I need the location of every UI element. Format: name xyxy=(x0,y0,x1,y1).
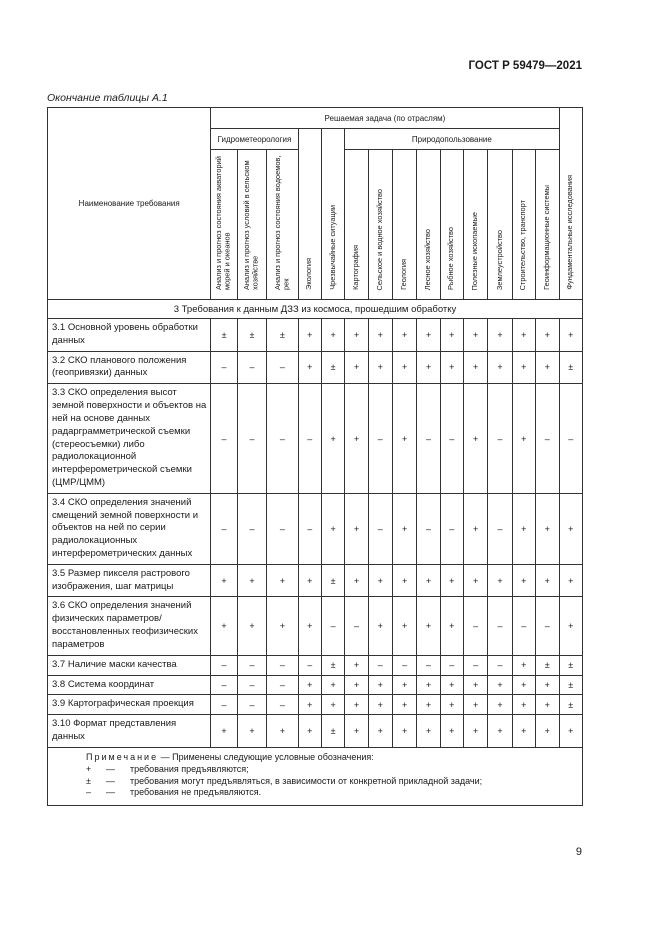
requirement-value: + xyxy=(321,675,344,695)
requirement-value: + xyxy=(440,597,463,655)
requirement-value: – xyxy=(211,675,237,695)
requirement-value: + xyxy=(417,597,440,655)
requirement-value: – xyxy=(368,493,392,564)
table-row xyxy=(48,351,583,384)
requirement-value: + xyxy=(440,319,463,352)
requirement-value: + xyxy=(321,493,344,564)
table-row xyxy=(48,675,583,695)
requirement-value: + xyxy=(440,564,463,597)
table-note xyxy=(48,747,583,806)
note-title: Примечание xyxy=(86,751,159,762)
requirement-value: + xyxy=(440,715,463,748)
requirement-value: + xyxy=(237,597,266,655)
table-row xyxy=(48,597,583,655)
requirement-value: + xyxy=(298,351,321,384)
requirement-value: + xyxy=(512,564,535,597)
requirement-name: 3.9 Картографическая проекция xyxy=(48,695,211,715)
section-title: 3 Требования к данным ДЗЗ из космоса, прошедшим обработку xyxy=(48,300,583,319)
requirement-name: 3.5 Размер пикселя растрового изображения, шаг матрицы xyxy=(48,564,211,597)
requirement-value: + xyxy=(298,715,321,748)
requirement-value: + xyxy=(535,715,559,748)
requirement-value: + xyxy=(392,384,416,494)
requirement-name: 3.7 Наличие маски качества xyxy=(48,655,211,675)
requirement-value: + xyxy=(237,564,266,597)
requirements-table xyxy=(47,107,583,806)
standard-designation: ГОСТ Р 59479—2021 xyxy=(468,60,582,72)
requirement-value: + xyxy=(345,715,368,748)
column-header: Геология xyxy=(392,150,416,300)
column-header: Фундаментальные исследования xyxy=(559,108,583,300)
requirement-value: + xyxy=(368,695,392,715)
requirement-value: – xyxy=(211,695,237,715)
name-header: Наименование требования xyxy=(48,108,211,300)
requirement-value: + xyxy=(417,675,440,695)
requirement-name: 3.1 Основной уровень обработки данных xyxy=(48,319,211,352)
requirement-value: + xyxy=(392,319,416,352)
table-row xyxy=(48,564,583,597)
requirement-value: + xyxy=(417,564,440,597)
column-header: Геоинформационные системы xyxy=(535,150,559,300)
requirement-value: – xyxy=(463,597,487,655)
requirement-value: – xyxy=(237,655,266,675)
requirement-value: ± xyxy=(321,655,344,675)
requirement-value: – xyxy=(440,493,463,564)
requirement-value: + xyxy=(512,319,535,352)
requirement-value: + xyxy=(488,695,512,715)
requirement-value: + xyxy=(392,675,416,695)
requirement-value: – xyxy=(392,655,416,675)
requirement-value: + xyxy=(559,715,583,748)
requirement-value: + xyxy=(535,675,559,695)
requirement-value: + xyxy=(267,715,298,748)
column-header: Картография xyxy=(345,150,368,300)
column-header: Чрезвычайные ситуации xyxy=(321,129,344,300)
requirement-value: – xyxy=(211,655,237,675)
requirement-value: + xyxy=(392,715,416,748)
requirement-value: ± xyxy=(321,715,344,748)
requirement-value: + xyxy=(488,351,512,384)
requirement-value: – xyxy=(298,384,321,494)
table-row xyxy=(48,655,583,675)
requirement-value: – xyxy=(535,597,559,655)
requirement-value: + xyxy=(345,655,368,675)
requirement-value: + xyxy=(512,384,535,494)
table-row xyxy=(48,384,583,494)
requirement-value: – xyxy=(267,675,298,695)
table-caption: Окончание таблицы А.1 xyxy=(47,92,168,104)
requirement-name: 3.3 СКО определения высот земной поверхности и объектов на ней на основе данных радарграмметрической съемки (стереосъемки) либо радиолокационной интерферометрической съемки (ЦМР/ЦММ) xyxy=(48,384,211,494)
requirement-value: + xyxy=(512,715,535,748)
requirement-value: + xyxy=(368,351,392,384)
requirement-value: + xyxy=(392,695,416,715)
requirement-value: – xyxy=(211,351,237,384)
requirement-value: – xyxy=(267,384,298,494)
requirement-value: + xyxy=(321,319,344,352)
requirement-name: 3.8 Система координат xyxy=(48,675,211,695)
requirement-value: ± xyxy=(237,319,266,352)
requirement-value: + xyxy=(298,695,321,715)
requirement-value: + xyxy=(512,675,535,695)
column-header: Экология xyxy=(298,129,321,300)
requirement-value: ± xyxy=(211,319,237,352)
note-item: + — требования предъявляются; xyxy=(86,763,249,774)
requirement-value: + xyxy=(463,715,487,748)
column-header: Землеустройство xyxy=(488,150,512,300)
requirement-value: + xyxy=(512,695,535,715)
requirement-value: + xyxy=(368,319,392,352)
requirement-name: 3.2 СКО планового положения (геопривязки) данных xyxy=(48,351,211,384)
requirement-value: – xyxy=(298,655,321,675)
requirement-value: – xyxy=(267,655,298,675)
requirement-value: – xyxy=(512,597,535,655)
requirement-value: – xyxy=(535,384,559,494)
requirement-value: – xyxy=(237,351,266,384)
requirement-value: + xyxy=(463,319,487,352)
requirement-name: 3.6 СКО определения значений физических параметров/восстановленных геофизических параметров xyxy=(48,597,211,655)
requirement-value: + xyxy=(512,493,535,564)
note-item: ± — требования могут предъявляться, в зависимости от конкретной прикладной задачи; xyxy=(86,775,483,786)
task-header: Решаемая задача (по отраслям) xyxy=(211,108,559,129)
requirement-value: – xyxy=(488,493,512,564)
requirement-value: + xyxy=(368,675,392,695)
requirement-value: + xyxy=(321,695,344,715)
page-number: 9 xyxy=(575,846,582,858)
requirement-value: + xyxy=(345,351,368,384)
requirement-value: + xyxy=(237,715,266,748)
requirement-value: + xyxy=(392,597,416,655)
requirement-value: – xyxy=(267,695,298,715)
requirement-value: – xyxy=(237,384,266,494)
requirement-value: + xyxy=(211,597,237,655)
requirement-value: – xyxy=(417,655,440,675)
requirement-value: ± xyxy=(559,655,583,675)
requirement-value: + xyxy=(417,695,440,715)
requirement-name: 3.10 Формат представления данных xyxy=(48,715,211,748)
group-nature-management: Природопользование xyxy=(345,129,559,150)
requirement-value: – xyxy=(237,493,266,564)
requirement-value: + xyxy=(345,319,368,352)
requirement-value: + xyxy=(211,564,237,597)
requirement-value: + xyxy=(345,675,368,695)
requirement-value: + xyxy=(463,675,487,695)
table-row xyxy=(48,695,583,715)
requirement-value: + xyxy=(321,384,344,494)
requirement-value: – xyxy=(440,384,463,494)
requirement-value: + xyxy=(345,493,368,564)
requirement-value: + xyxy=(368,597,392,655)
requirement-value: + xyxy=(440,675,463,695)
requirement-name: 3.4 СКО определения значений смещений земной поверхности и объектов на ней по серии радиолокационных интерферометрических данных xyxy=(48,493,211,564)
requirement-value: + xyxy=(463,351,487,384)
requirement-value: + xyxy=(298,564,321,597)
requirement-value: – xyxy=(368,384,392,494)
requirement-value: – xyxy=(463,655,487,675)
requirement-value: ± xyxy=(321,351,344,384)
requirement-value: – xyxy=(368,655,392,675)
requirement-value: – xyxy=(488,655,512,675)
column-header: Рыбное хозяйство xyxy=(440,150,463,300)
requirement-value: – xyxy=(211,493,237,564)
requirement-value: + xyxy=(535,351,559,384)
requirement-value: + xyxy=(535,493,559,564)
requirement-value: – xyxy=(559,384,583,494)
requirement-value: + xyxy=(463,384,487,494)
requirement-value: ± xyxy=(535,655,559,675)
requirement-value: + xyxy=(298,675,321,695)
requirement-value: + xyxy=(298,597,321,655)
requirement-value: – xyxy=(211,384,237,494)
requirement-value: + xyxy=(463,564,487,597)
requirement-value: ± xyxy=(321,564,344,597)
column-header: Анализ и прогноз условий в сельском хозяйстве xyxy=(237,150,266,300)
requirement-value: + xyxy=(298,319,321,352)
requirement-value: + xyxy=(368,715,392,748)
column-header: Лесное хозяйство xyxy=(417,150,440,300)
requirement-value: + xyxy=(559,597,583,655)
requirement-value: + xyxy=(440,695,463,715)
requirement-value: + xyxy=(417,351,440,384)
note-intro: — Применены следующие условные обозначения: xyxy=(158,751,374,762)
requirement-value: + xyxy=(488,675,512,695)
table-row xyxy=(48,493,583,564)
requirement-value: + xyxy=(345,695,368,715)
requirement-value: – xyxy=(345,597,368,655)
requirement-value: + xyxy=(559,564,583,597)
requirement-value: + xyxy=(440,351,463,384)
requirement-value: + xyxy=(512,351,535,384)
column-header: Сельское и водное хозяйство xyxy=(368,150,392,300)
requirement-value: + xyxy=(211,715,237,748)
requirement-value: + xyxy=(267,597,298,655)
requirement-value: – xyxy=(298,493,321,564)
requirement-value: ± xyxy=(559,675,583,695)
table-row xyxy=(48,319,583,352)
requirement-value: – xyxy=(417,493,440,564)
requirement-value: + xyxy=(535,564,559,597)
group-hydrometeorology: Гидрометеорология xyxy=(211,129,298,150)
requirement-value: + xyxy=(345,384,368,494)
requirement-value: + xyxy=(488,319,512,352)
requirement-value: + xyxy=(535,319,559,352)
requirement-value: + xyxy=(392,351,416,384)
requirement-value: – xyxy=(488,597,512,655)
requirement-value: + xyxy=(559,319,583,352)
requirement-value: + xyxy=(267,564,298,597)
requirement-value: – xyxy=(488,384,512,494)
requirement-value: + xyxy=(345,564,368,597)
column-header: Анализ и прогноз состояния водоемов, рек xyxy=(267,150,298,300)
requirement-value: + xyxy=(535,695,559,715)
requirement-value: + xyxy=(463,695,487,715)
requirement-value: – xyxy=(321,597,344,655)
requirement-value: + xyxy=(392,564,416,597)
column-header: Полезные ископаемые xyxy=(463,150,487,300)
requirement-value: – xyxy=(267,493,298,564)
requirement-value: ± xyxy=(559,695,583,715)
requirement-value: + xyxy=(417,319,440,352)
requirement-value: + xyxy=(559,493,583,564)
requirement-value: + xyxy=(512,655,535,675)
column-header: Строительство, транспорт xyxy=(512,150,535,300)
requirement-value: + xyxy=(368,564,392,597)
requirement-value: – xyxy=(267,351,298,384)
requirement-value: ± xyxy=(267,319,298,352)
requirement-value: + xyxy=(417,715,440,748)
requirement-value: ± xyxy=(559,351,583,384)
column-header: Анализ и прогноз состояния акваторий морей и океанов xyxy=(211,150,237,300)
requirement-value: – xyxy=(440,655,463,675)
requirement-value: + xyxy=(488,564,512,597)
requirement-value: – xyxy=(237,695,266,715)
requirement-value: – xyxy=(417,384,440,494)
note-item: – — требования не предъявляются. xyxy=(86,787,262,798)
requirement-value: + xyxy=(463,493,487,564)
requirement-value: – xyxy=(237,675,266,695)
requirement-value: + xyxy=(488,715,512,748)
table-row xyxy=(48,715,583,748)
requirement-value: + xyxy=(392,493,416,564)
